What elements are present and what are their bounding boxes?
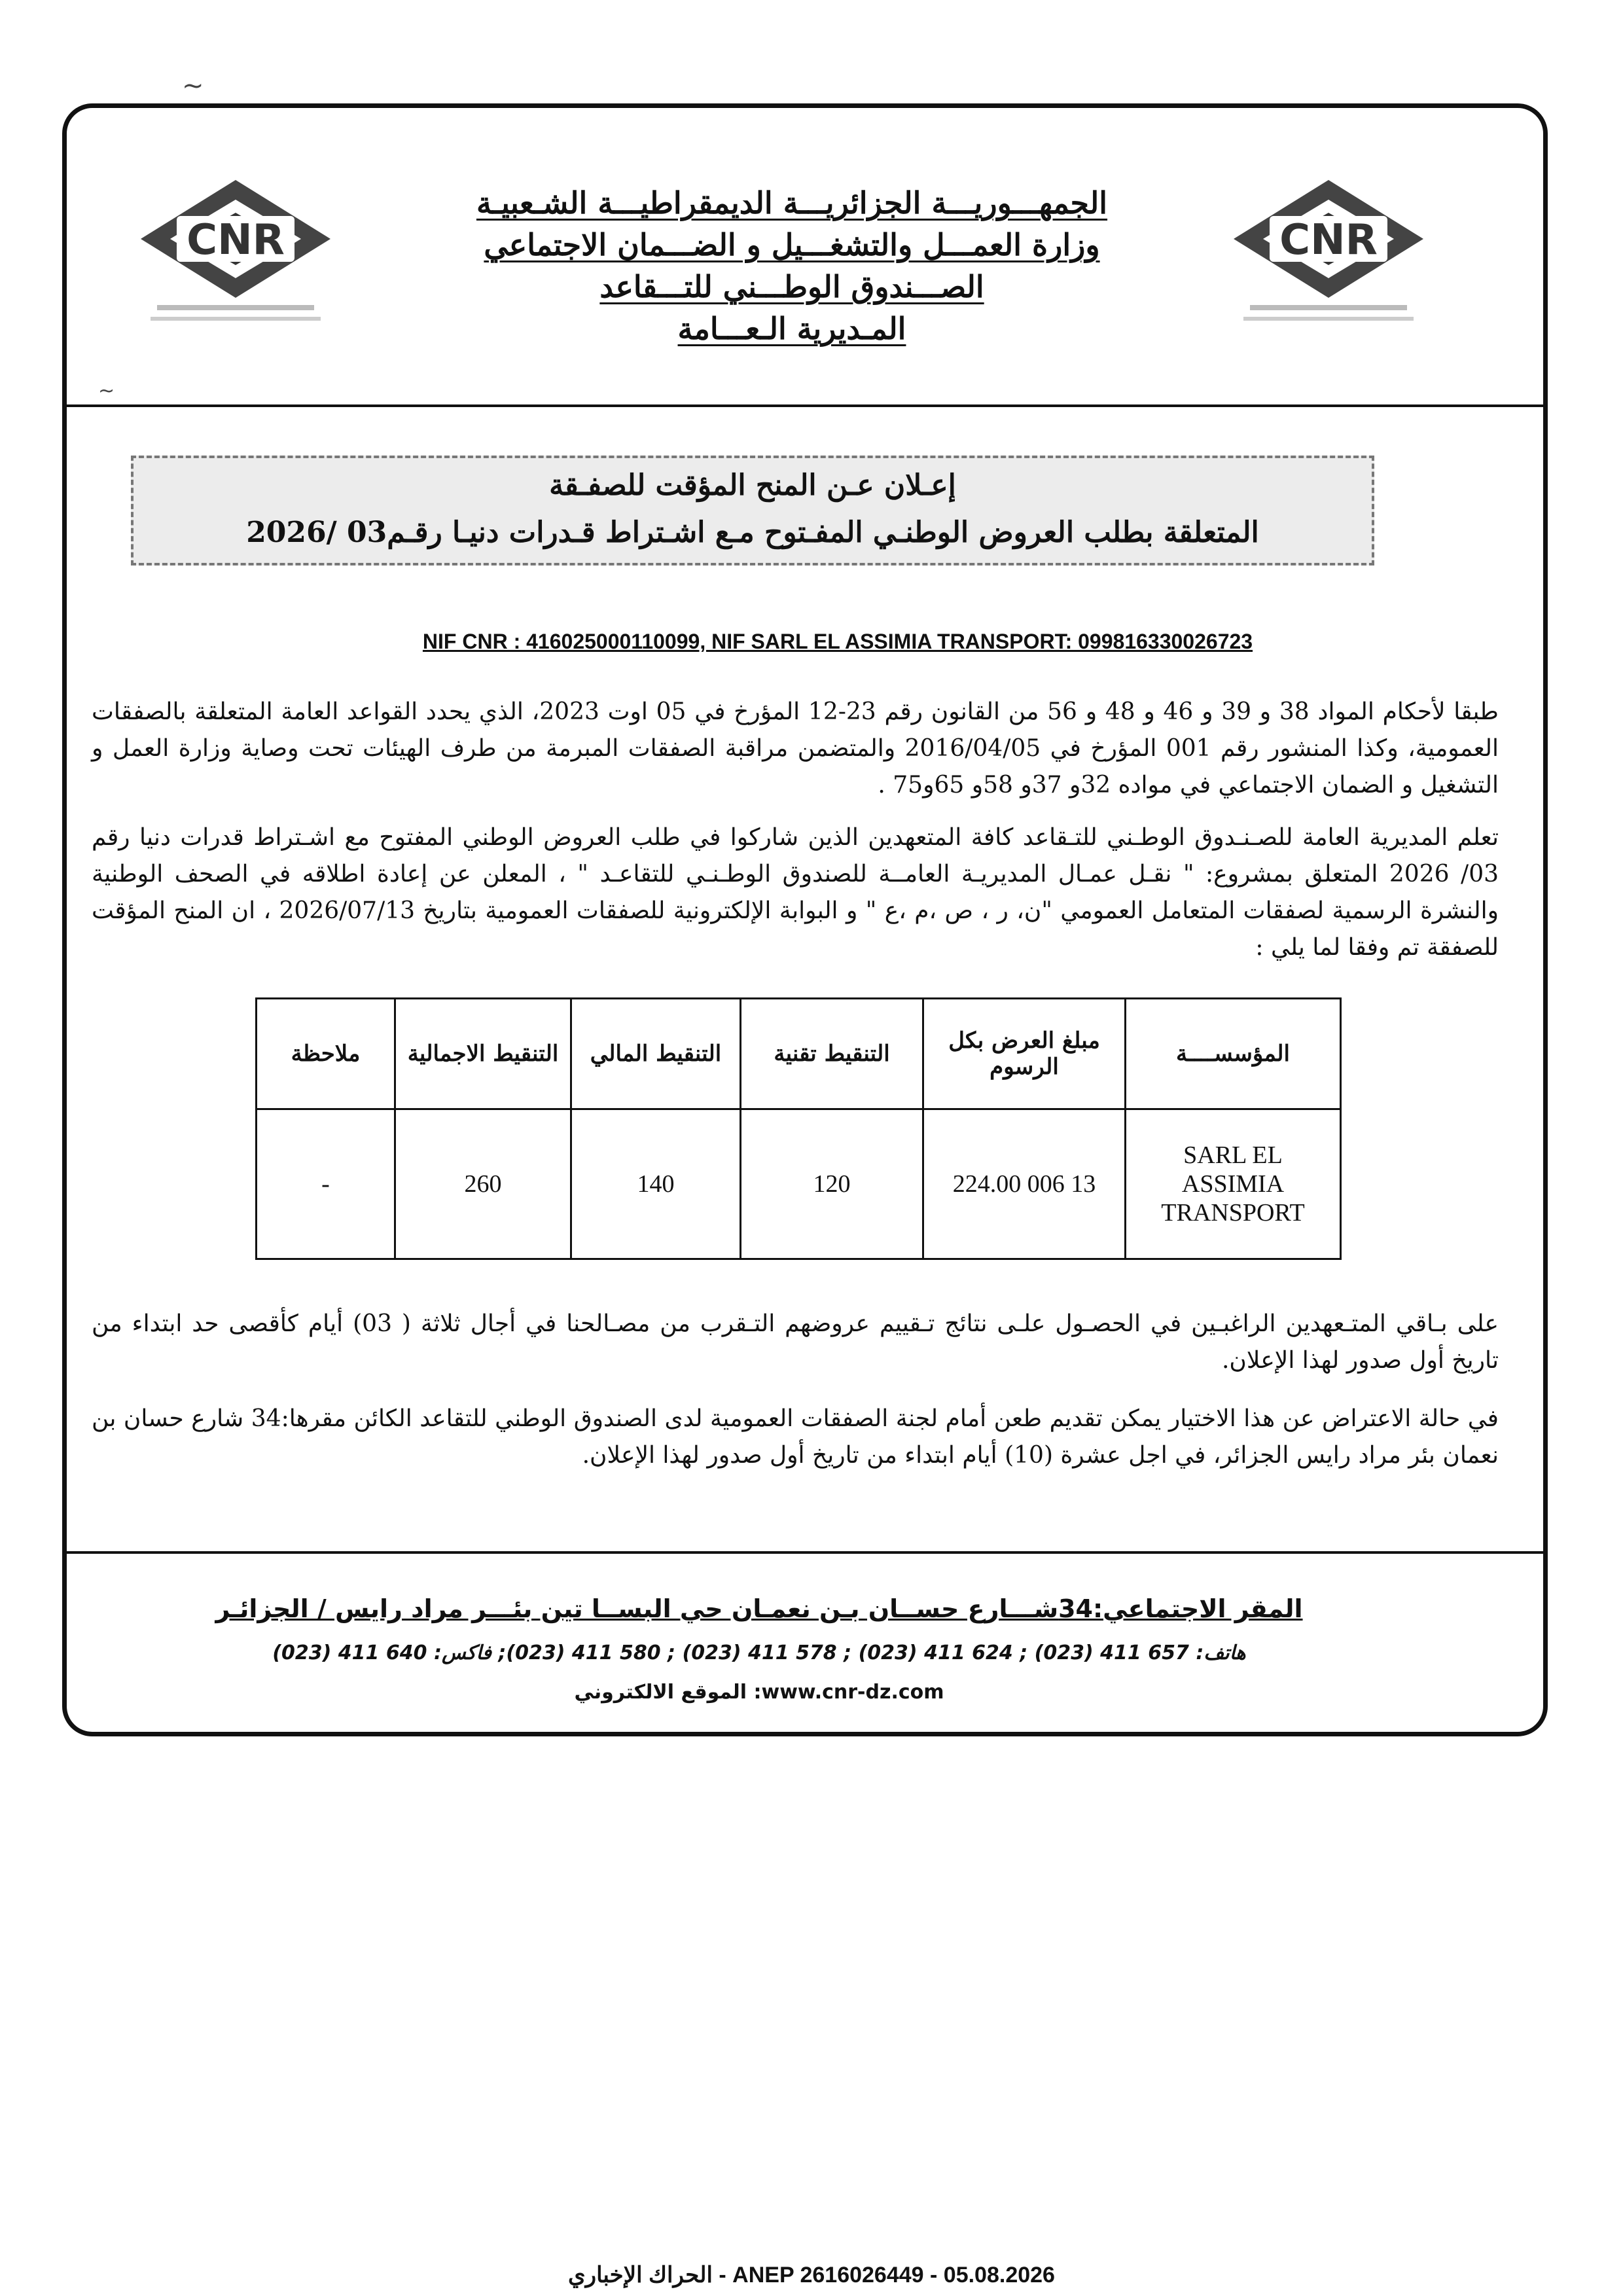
table-header-row [257, 999, 1341, 1109]
header-directorate: المـديرية الـعـــامة [677, 311, 906, 346]
table-row [257, 1109, 1341, 1259]
cell-technical-score: 120 [741, 1109, 923, 1259]
institution-header [419, 182, 1165, 350]
header-ministry: وزارة العمـــل والتشغـــيل و الضـــمان الاجتماعي [484, 227, 1100, 262]
evaluation-results-paragraph: على بـاقي المتـعهدين الراغبـين في الحصـول علـى نتائج تـقييم عروضهم التـقرب من مصـالحنا في أجال ثلاثة ( 03) أيام كأقصى حد ابتداء من تاريخ أول صدور لهذا الإعلان. [92, 1310, 1499, 1374]
header-republic: الجمهـــوريـــة الجزائريـــة الديمقراطيـــة الشـعبيـة [476, 185, 1108, 221]
cell-financial-score: 140 [571, 1109, 741, 1259]
award-results-table [255, 997, 1342, 1260]
footer-website: www.cnr-dz.com: الموقع الالكتروني [574, 1681, 944, 1704]
col-remark: ملاحظة [257, 999, 395, 1109]
col-financial-score: التنقيط المالي [571, 999, 741, 1109]
footer-divider [62, 1551, 1548, 1554]
logo-text: CNR [187, 216, 285, 264]
logo-caption-scribble [144, 301, 327, 327]
legal-basis-paragraph: طبقا لأحكام المواد 38 و 39 و 46 و 48 و 56 من القانون رقم 23-12 المؤرخ في 05 اوت 2023، الذي يحدد القواعد العامة المتعلقة بالصفقات العمومية، وكذا المنشور رقم 001 المؤرخ في 2016/04/05 والمتضمن مراقبة الصفقات المبرمة من طرف الهيئات تحت وصاية وزارة العمل و التشغيل و الضمان الاجتماعي في مواده 32و 37و 58و 65و75 . [92, 698, 1499, 798]
announcement-title-box [131, 456, 1374, 565]
scan-mark: ~ [98, 380, 115, 403]
nif-line: NIF CNR : 416025000110099, NIF SARL EL ASSIMIA TRANSPORT: 099816330026723 [422, 630, 1253, 653]
cnr-logo-right [1230, 177, 1427, 347]
logo-text: CNR [1279, 216, 1378, 264]
footer-phones: هاتف: 657 411 (023) ; 624 411 (023) ; 578 411 (023) ; 580 411 (023); فاكس: 640 411 (023) [272, 1641, 1246, 1664]
logo-caption-scribble [1237, 301, 1420, 327]
col-technical-score: التنقيط تقنية [741, 999, 923, 1109]
col-total-score: التنقيط الاجمالية [395, 999, 571, 1109]
header-divider [62, 404, 1548, 407]
cell-remark: - [257, 1109, 395, 1259]
announcement-title: إعـلان عـن المنح المؤقت للصفـقة [549, 469, 956, 502]
cell-offer-amount: 13 006 224.00 [923, 1109, 1126, 1259]
header-fund: الصـــندوق الوطـــني للتـــقاعد [599, 269, 984, 304]
notification-paragraph: تعلم المديرية العامة للصـنـدوق الوطـني للتـقاعد كافة المتعهدين الذين شاركوا في طلب العروض الوطني المفتوح مع اشـتراط قدرات دنيا رقم 03/ 2026 المتعلق بمشروع: " نقـل عمـال المديريـة العامــة للصندوق الوطـنـي للتقاعـد " ، المعلن عن إعادة اطلاقه في الصحف الوطنية والنشرة الرسمية لصفقات المتعامل العمومي "ن، ر ، ص ،م ،ع " و البوابة الإلكترونية للصفقات العمومية بتاريخ 2026/07/13 ، ان المنح المؤقت للصفقة تم وفقا لما يلي : [92, 824, 1499, 961]
col-offer-amount: مبلغ العرض بكل الرسوم [923, 999, 1126, 1109]
cell-company: SARL EL ASSIMIA TRANSPORT [1126, 1109, 1341, 1259]
cell-total-score: 260 [395, 1109, 571, 1259]
scan-mark: ~ [182, 71, 204, 101]
col-company: المؤسســــة [1126, 999, 1341, 1109]
footer-address: المقر الاجتماعي:34شـــارع حســان بـن نعمـان حي البســا تين بئـــر مراد رايس / الجزائـر [215, 1594, 1303, 1623]
cnr-logo-left [137, 177, 334, 347]
anep-reference: الحراك الإخباري - ANEP 2616026449 - 05.08.2026 [568, 2263, 1055, 2287]
announcement-subtitle: المتعلقة بطلب العروض الوطنـي المفـتوح مـع اشـتراط قـدرات دنيـا رقـم03 /2026 [246, 516, 1259, 549]
appeal-paragraph: في حالة الاعتراض عن هذا الاختيار يمكن تقديم طعن أمام لجنة الصفقات العمومية لدى الصندوق الوطني للتقاعد الكائن مقرها:34 شارع حسان بن نعمان بئر مراد رايس الجزائر، في اجل عشرة (10) أيام ابتداء من تاريخ أول صدور لهذا الإعلان. [92, 1405, 1499, 1469]
